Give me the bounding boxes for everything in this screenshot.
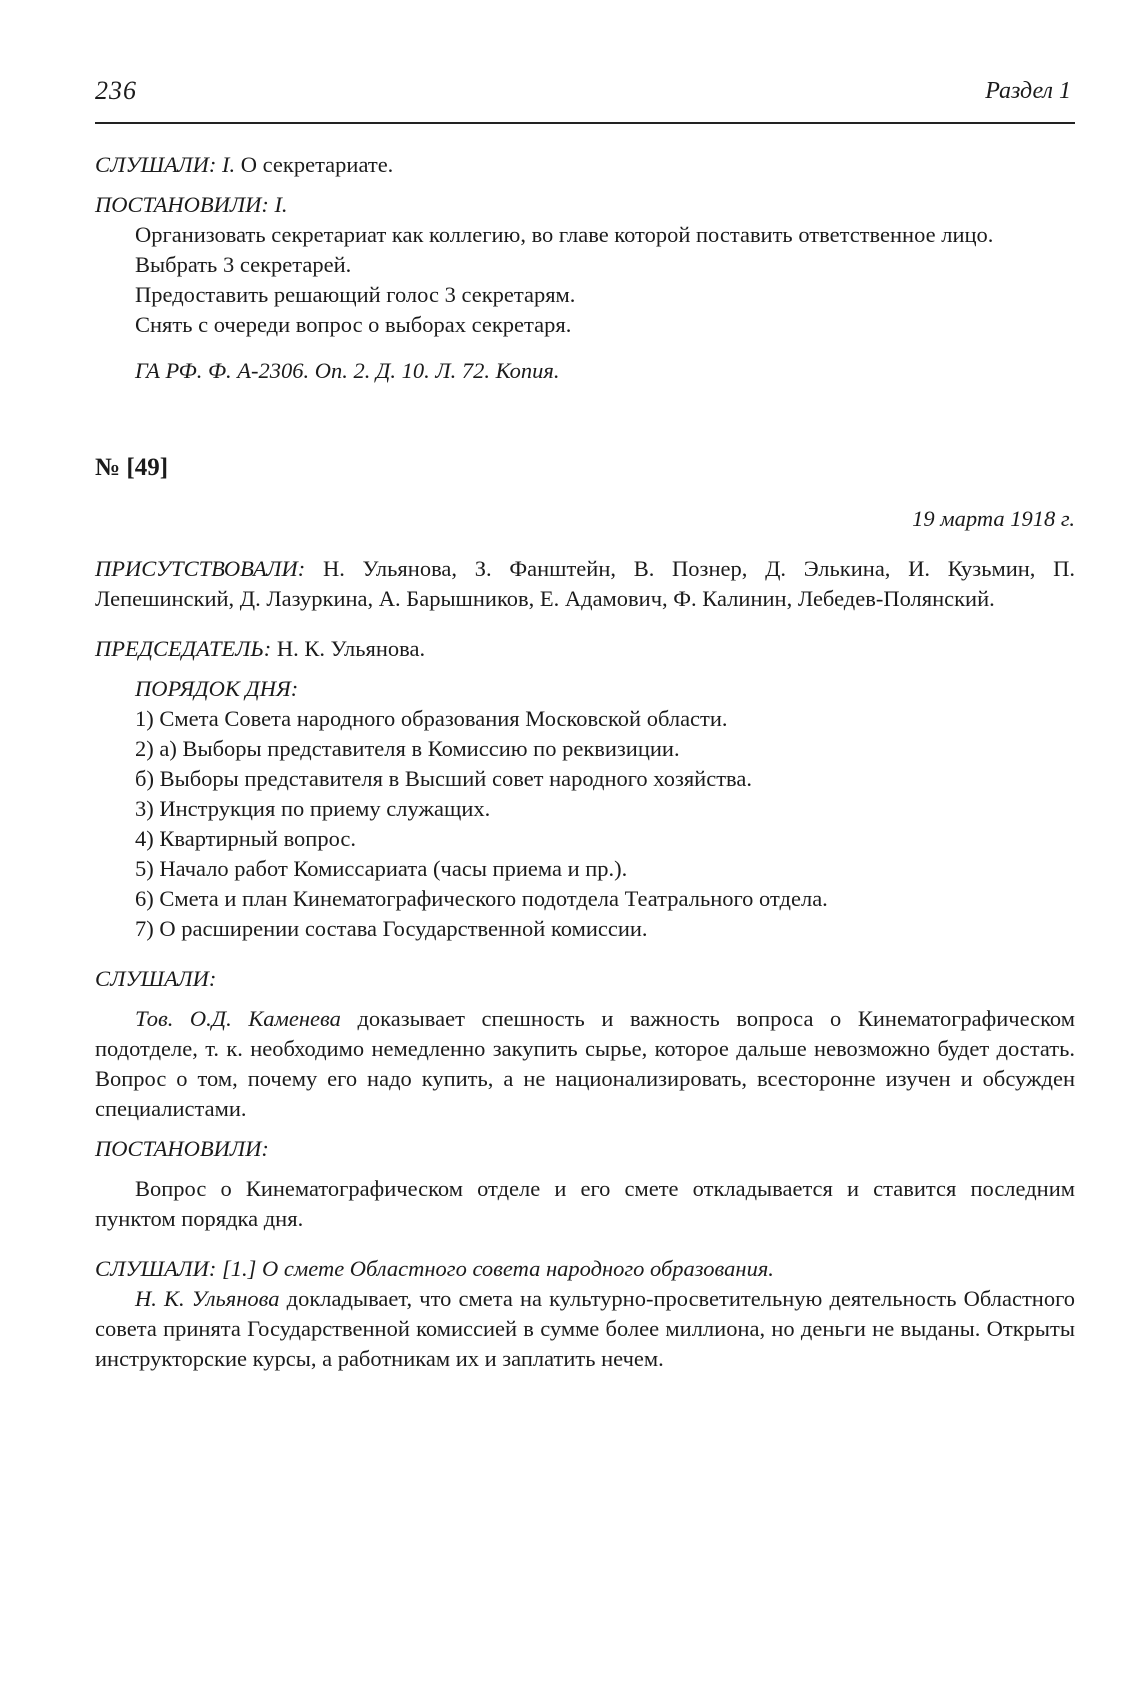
attendees-label: ПРИСУТСТВОВАЛИ: bbox=[95, 556, 306, 581]
agenda-heading: ПОРЯДОК ДНЯ: bbox=[135, 676, 299, 701]
agenda-item: б) Выборы представителя в Высший совет народного хозяйства. bbox=[135, 766, 752, 791]
section-title: Раздел 1 bbox=[985, 78, 1071, 104]
chair-label: ПРЕДСЕДАТЕЛЬ: bbox=[95, 636, 272, 661]
agenda-item: 1) Смета Совета народного образования Московской области. bbox=[135, 706, 728, 731]
resolution-paragraph-2: Вопрос о Кинематографическом отделе и его смете откладывается и ставится последним пунктом порядка дня. bbox=[95, 1176, 1075, 1231]
document-body bbox=[95, 150, 1075, 1374]
heard-paragraph-3 bbox=[95, 1284, 1075, 1374]
resolution-item: Предоставить решающий голос 3 секретарям. bbox=[135, 282, 576, 307]
speaker-name: Тов. О.Д. Каменева bbox=[135, 1006, 341, 1031]
heard-heading-3: СЛУШАЛИ: [1.] О смете Областного совета народного образования. bbox=[95, 1256, 774, 1281]
heard-heading-2: СЛУШАЛИ: bbox=[95, 966, 217, 991]
chair-name: Н. К. Ульянова. bbox=[276, 636, 426, 661]
archive-reference: ГА РФ. Ф. А-2306. Оп. 2. Д. 10. Л. 72. Копия. bbox=[135, 358, 560, 383]
attendees bbox=[95, 554, 1075, 614]
speaker-statement: доказывает спешность и важность вопроса о Кинематографическом подотделе, т. к. необходимо немедленно закупить сырье, которое дальше невозможно будет достать. Вопрос о том, почему его надо купить, а не национализировать, всесторонне изучен и обсужден специалистами. bbox=[95, 1006, 1075, 1121]
agenda-item: 6) Смета и план Кинематографического подотдела Театрального отдела. bbox=[135, 886, 828, 911]
heard-topic: О секретариате. bbox=[240, 152, 394, 177]
document-number: № [49] bbox=[95, 454, 169, 481]
attendees-list: Н. Ульянова, З. Фанштейн, В. Познер, Д. Элькина, И. Кузьмин, П. Лепешинский, Д. Лазуркина, А. Барышников, Е. Адамович, Ф. Калинин, Лебедев-Полянский. bbox=[95, 556, 1075, 611]
agenda-list bbox=[95, 704, 1075, 944]
resolved-heading-2: ПОСТАНОВИЛИ: bbox=[95, 1136, 269, 1161]
resolution-item: Снять с очереди вопрос о выборах секретаря. bbox=[135, 312, 572, 337]
resolved-heading-1: ПОСТАНОВИЛИ: I. bbox=[95, 192, 288, 217]
agenda-item: 4) Квартирный вопрос. bbox=[135, 826, 357, 851]
page-header bbox=[95, 72, 1075, 124]
heard-heading-1 bbox=[95, 150, 1075, 180]
agenda-item: 3) Инструкция по приему служащих. bbox=[135, 796, 491, 821]
document-date: 19 марта 1918 г. bbox=[912, 506, 1075, 531]
resolution-item: Выбрать 3 секретарей. bbox=[135, 252, 352, 277]
heard-label: СЛУШАЛИ: I. bbox=[95, 152, 236, 177]
speaker-name: Н. К. Ульянова bbox=[135, 1286, 280, 1311]
agenda-item: 2) а) Выборы представителя в Комиссию по реквизиции. bbox=[135, 736, 680, 761]
chair bbox=[95, 634, 1075, 664]
agenda-item: 7) О расширении состава Государственной комиссии. bbox=[135, 916, 648, 941]
agenda-item: 5) Начало работ Комиссариата (часы приема и пр.). bbox=[135, 856, 628, 881]
heard-paragraph-2 bbox=[95, 1004, 1075, 1124]
resolution-item: Организовать секретариат как коллегию, во главе которой поставить ответственное лицо. bbox=[135, 222, 994, 247]
page-number: 236 bbox=[95, 76, 137, 105]
speaker-statement: докладывает, что смета на культурно-просветительную деятельность Областного совета принята Государственной комиссией в сумме более миллиона, но деньги не выданы. Открыты инструкторские курсы, а работникам их и заплатить нечем. bbox=[95, 1286, 1075, 1371]
